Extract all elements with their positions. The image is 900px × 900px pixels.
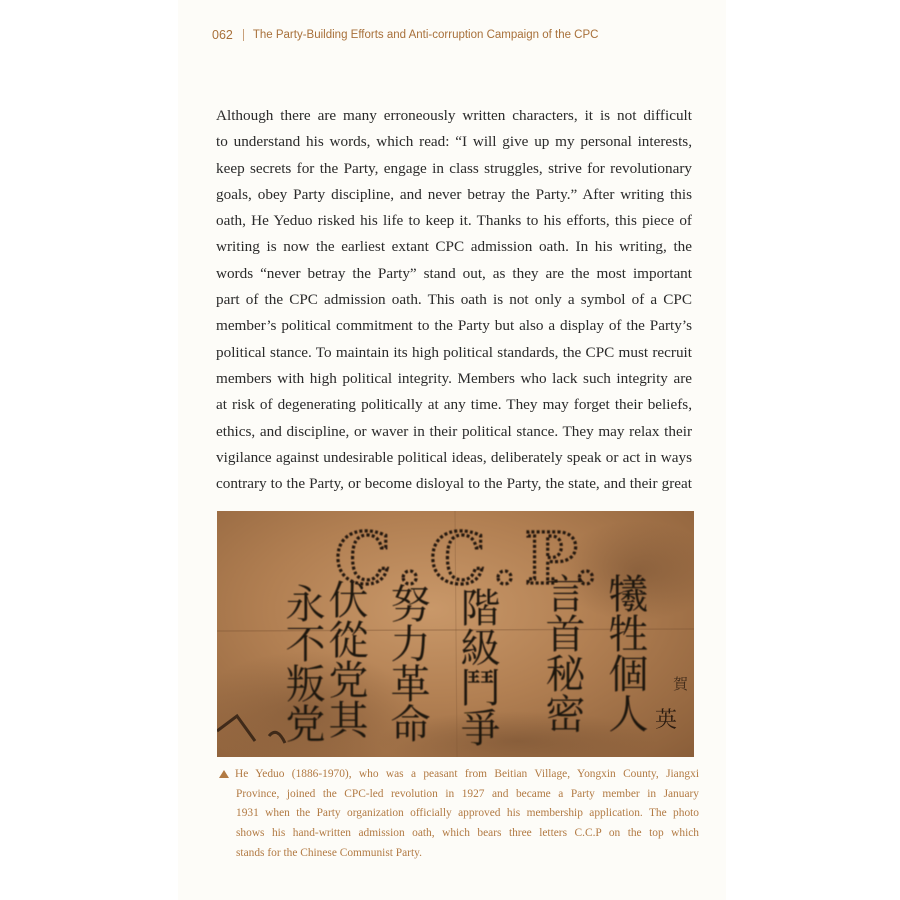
page-number: 062 [212,28,233,42]
chapter-title: The Party-Building Efforts and Anti-corruption Campaign of the CPC [252,29,599,41]
body-line: part of the CPC admission oath. This oath is not only a symbol of a CPC [216,291,692,309]
photo-caption [219,765,699,864]
caption-line: shows his hand-written admission oath, which bears three letters C.C.P on the top which [236,827,699,840]
side-mark: 賀 [673,675,689,693]
body-line: writing is now the earliest extant CPC admission oath. In his writing, the [216,238,692,256]
body-line: contrary to the Party, or become disloyal to the Party, the state, and their great [216,475,692,493]
body-line: goals, obey Party discipline, and never betray the Party.” After writing this [216,185,692,203]
oath-column: 伏從党其 [322,579,368,739]
caption-line: stands for the Chinese Communist Party. [236,846,422,859]
caption-line: He Yeduo (1886-1970), who was a peasant from Beitian Village, Yongxin County, Jiangxi [235,768,699,780]
body-line: political stance. To maintain its high political standards, the CPC must recruit [216,343,692,361]
running-head [212,28,598,42]
body-line: to understand his words, which read: “I will give up my personal interests, [216,133,692,151]
body-line: member’s political commitment to the Party but also a display of the Party’s [216,317,692,335]
oath-photo-drawing [217,511,694,757]
body-line: at risk of degenerating politically at any time. They may forget their beliefs, [216,396,692,414]
caption-triangle-icon [219,770,229,778]
body-line: ethics, and discipline, or waver in their political stance. They may relax their [216,422,692,440]
body-paragraph [216,103,692,497]
side-mark: 英 [655,708,678,733]
oath-column: 階級鬥爭 [454,587,500,747]
caption-line: 1931 when the Party organization officially approved his membership application. The photo [236,807,699,820]
oath-column: 言首秘密 [539,573,585,733]
header-divider [243,29,244,41]
caption-line: Province, joined the CPC-led revolution in 1927 and became a Party member in January [236,787,699,800]
oath-photo [217,511,694,757]
body-line: keep secrets for the Party, engage in class struggles, strive for revolutionary [216,159,692,177]
oath-column: 犧牲個人 [602,573,648,733]
body-line: members with high political integrity. Members who lack such integrity are [216,369,692,387]
body-line: oath, He Yeduo risked his life to keep it. Thanks to his efforts, this piece of [216,212,692,230]
oath-column: 永不叛党 [279,583,325,743]
oath-column: 努力革命 [384,583,430,743]
body-line: words “never betray the Party” stand out, as they are the most important [216,264,692,282]
body-line: vigilance against undesirable political ideas, deliberately speak or act in ways [216,448,692,466]
ccp-header-text: C.C.P. [335,517,607,600]
body-line: Although there are many erroneously written characters, it is not difficult [216,107,692,124]
